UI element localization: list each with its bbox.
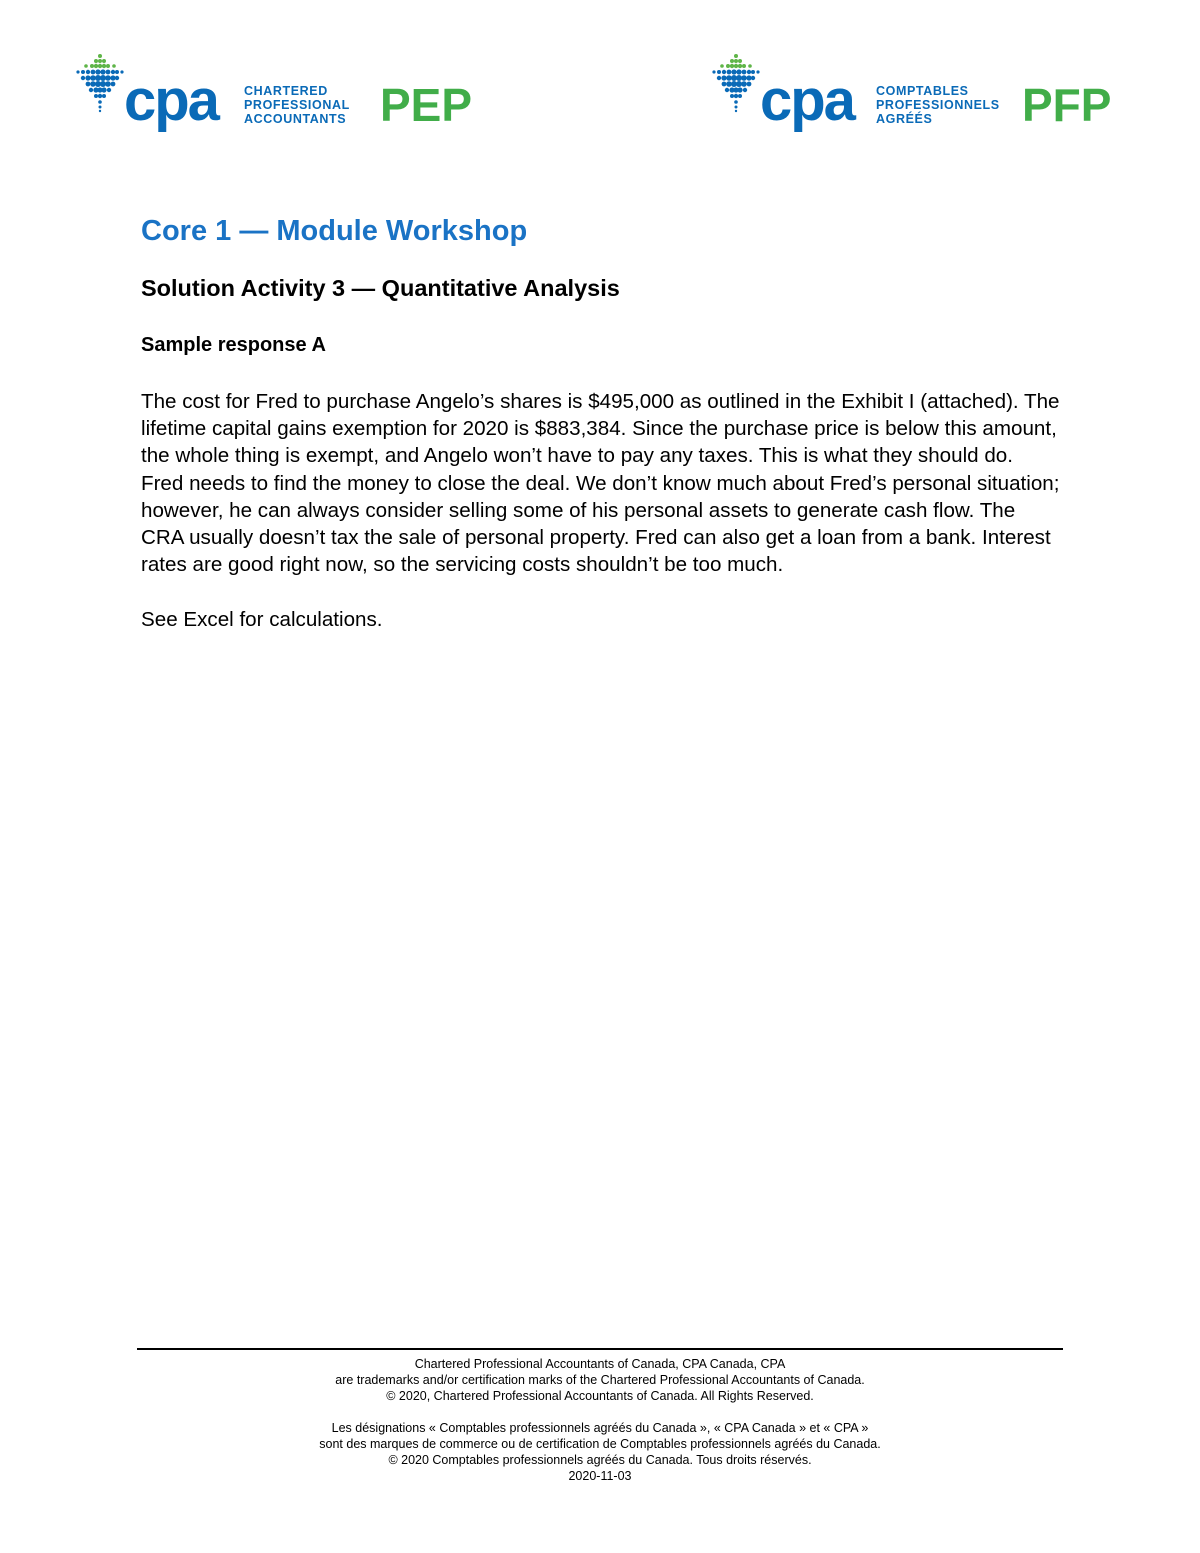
cpa-wordmark: cpa — [124, 68, 218, 133]
footer-fr-line: © 2020 Comptables professionnels agréés du Canada. Tous droits réservés. — [388, 1453, 812, 1467]
footer-divider — [137, 1348, 1063, 1350]
closing-note: See Excel for calculations. — [141, 608, 383, 632]
footer — [137, 1356, 1063, 1484]
response-paragraph: The cost for Fred to purchase Angelo’s shares is $495,000 as outlined in the Exhibit I (attached). The lifetime capital gains exemption for 2020 is $883,384. Since the purchase price is below this amount, the whole thing is exempt, and Angelo won’t have to pay any taxes. This is what they should do. Fred needs to find the money to close the deal. We don’t know much about Fred’s personal situation; however, he can always consider selling some of his personal assets to generate cash flow. The CRA usually doesn’t tax the sale of personal property. Fred can also get a loan from a bank. Interest rates are good right now, so the servicing costs shouldn’t be too much. — [141, 390, 1060, 577]
maple-leaf-icon — [72, 52, 128, 114]
footer-fr-line: sont des marques de commerce ou de certification de Comptables professionnels agréés du Canada. — [319, 1437, 881, 1451]
cpa-designation-en: CHARTERED PROFESSIONAL ACCOUNTANTS — [244, 84, 350, 126]
cpa-pfp-logo — [708, 52, 1128, 142]
footer-en-line: Chartered Professional Accountants of Canada, CPA Canada, CPA — [414, 1357, 786, 1371]
program-pfp: PFP — [1022, 79, 1112, 131]
page-title: Core 1 — Module Workshop — [141, 215, 528, 247]
program-pep: PEP — [380, 79, 473, 131]
cpa-pep-logo — [72, 52, 492, 142]
document-body — [141, 212, 1061, 634]
maple-leaf-icon — [708, 52, 764, 114]
cpa-designation-fr: COMPTABLES PROFESSIONNELS AGRÉÉS — [876, 84, 1000, 126]
footer-en-line: © 2020, Chartered Professional Accountants of Canada. All Rights Reserved. — [386, 1389, 814, 1403]
footer-date: 2020-11-03 — [568, 1469, 632, 1483]
page-subtitle: Solution Activity 3 — Quantitative Analysis — [141, 275, 620, 301]
sample-heading: Sample response A — [141, 334, 326, 356]
footer-fr-line: Les désignations « Comptables professionnels agréés du Canada », « CPA Canada » et « CPA » — [331, 1421, 869, 1435]
cpa-wordmark: cpa — [760, 68, 854, 133]
footer-en-line: are trademarks and/or certification marks of the Chartered Professional Accountants of Canada. — [335, 1373, 865, 1387]
